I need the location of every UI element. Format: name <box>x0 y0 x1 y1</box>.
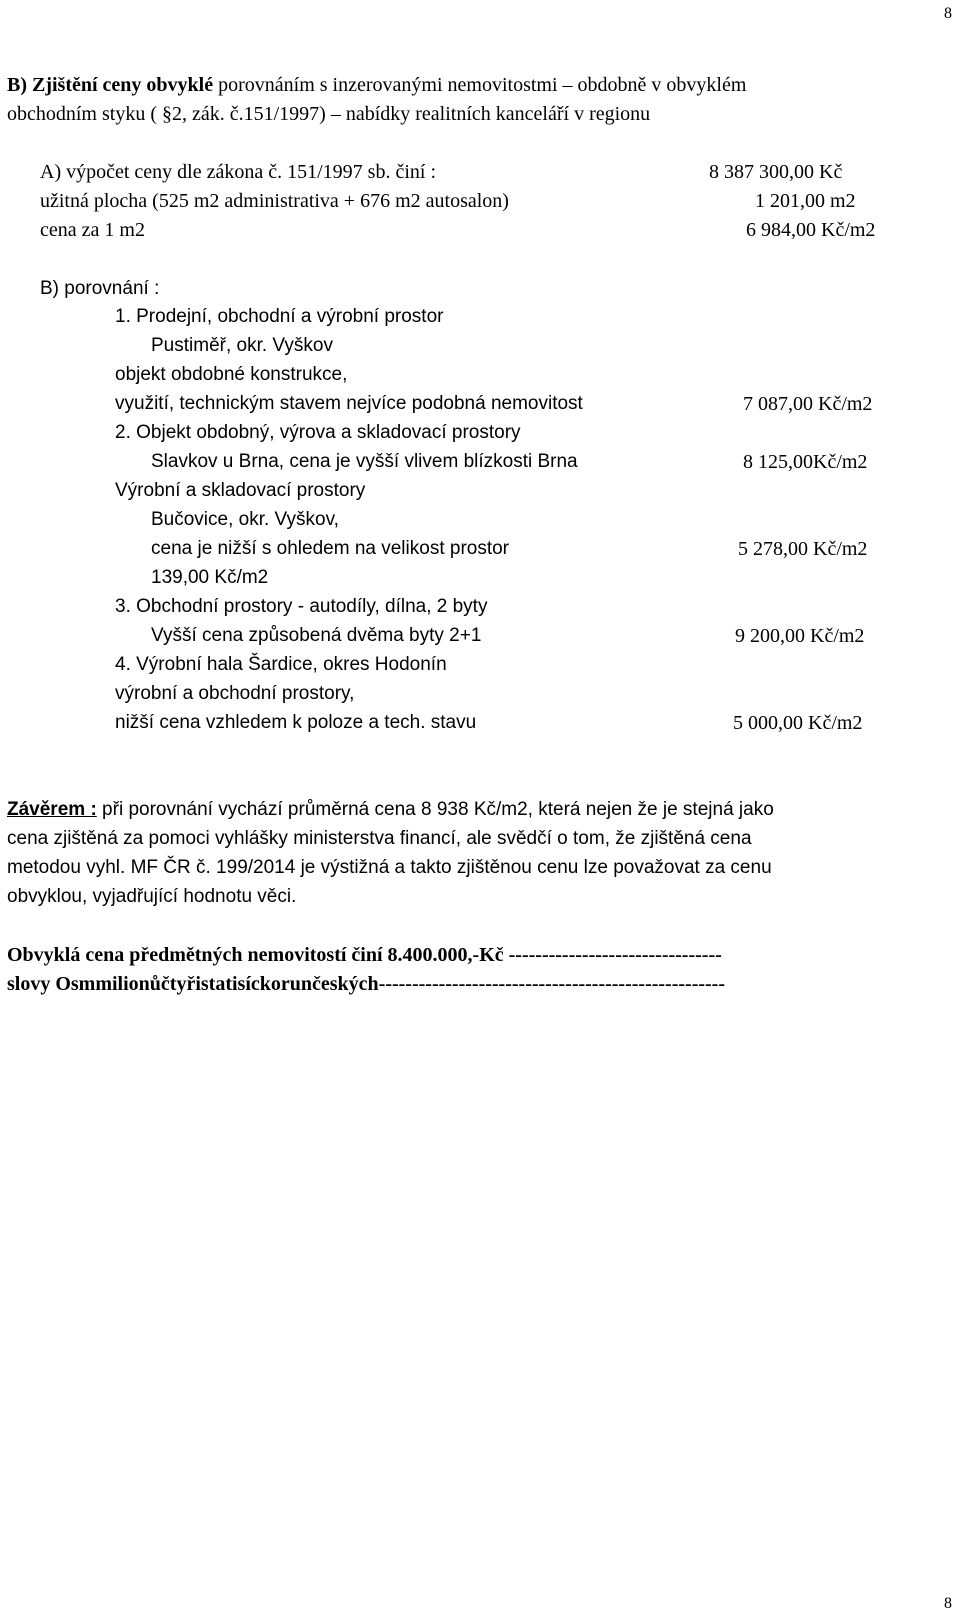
comparison-item3-desc: Vyšší cena způsobená dvěma byty 2+1 <box>151 625 482 646</box>
comparison-item4-desc2: nižší cena vzhledem k poloze a tech. stavu <box>115 712 477 733</box>
comparison-item2-desc: Slavkov u Brna, cena je vyšší vlivem blízkosti Brna <box>151 451 578 472</box>
comparison-item4-desc1: výrobní a obchodní prostory, <box>115 683 355 704</box>
comparison-item2b-desc: cena je nižší s ohledem na velikost prostor <box>151 538 510 559</box>
price-per-m2-label: cena za 1 m2 <box>40 219 145 241</box>
comparison-item2b-title: Výrobní a skladovací prostory <box>115 480 366 501</box>
section-b-header-line2: obchodním styku ( §2, zák. č.151/1997) – nabídky realitních kanceláří v regionu <box>7 103 651 125</box>
comparison-item1-title: 1. Prodejní, obchodní a výrobní prostor <box>115 306 444 327</box>
conclusion-line3: metodou vyhl. MF ČR č. 199/2014 je výstižná a takto zjištěnou cenu lze považovat za cenu <box>7 857 772 878</box>
section-b-title-rest: porovnáním s inzerovanými nemovitostmi – obdobně v obvyklém <box>213 74 747 96</box>
usable-area-value: 1 201,00 m2 <box>755 190 856 212</box>
comparison-item3-title: 3. Obchodní prostory - autodíly, dílna, 2 byty <box>115 596 488 617</box>
comparison-item1-desc2: využití, technickým stavem nejvíce podobná nemovitost <box>115 393 583 414</box>
comparison-heading: B) porovnání : <box>40 278 160 299</box>
page-number-bottom: 8 <box>944 1595 952 1612</box>
conclusion-label: Závěrem : <box>7 799 97 820</box>
comparison-item2-value: 8 125,00Kč/m2 <box>743 451 868 473</box>
conclusion-line2: cena zjištěná za pomoci vyhlášky ministerstva financí, ale svědčí o tom, že zjištěná cena <box>7 828 752 849</box>
comparison-item4-title: 4. Výrobní hala Šardice, okres Hodonín <box>115 654 447 675</box>
calc-a-label: A) výpočet ceny dle zákona č. 151/1997 sb. činí : <box>40 161 436 183</box>
section-b-title: B) Zjištění ceny obvyklé <box>7 74 214 96</box>
comparison-item1-location: Pustiměř, okr. Vyškov <box>151 335 333 356</box>
section-b-header-line1 <box>7 75 746 95</box>
comparison-item2b-location: Bučovice, okr. Vyškov, <box>151 509 339 530</box>
page-number-top: 8 <box>944 5 952 22</box>
conclusion-line4: obvyklou, vyjadřující hodnotu věci. <box>7 886 297 907</box>
comparison-item2-title: 2. Objekt obdobný, výrova a skladovací prostory <box>115 422 521 443</box>
comparison-item3-value: 9 200,00 Kč/m2 <box>735 625 865 647</box>
comparison-item2b-extra: 139,00 Kč/m2 <box>151 567 269 588</box>
usable-area-label: užitná plocha (525 m2 administrativa + 676 m2 autosalon) <box>40 190 509 212</box>
comparison-item1-desc1: objekt obdobné konstrukce, <box>115 364 348 385</box>
comparison-item1-value: 7 087,00 Kč/m2 <box>743 393 873 415</box>
comparison-item2b-value: 5 278,00 Kč/m2 <box>738 538 868 560</box>
final-price-words: slovy Osmmilionůčtyřistatisíckorunčeských---------------------------------------------------- <box>7 973 725 995</box>
price-per-m2-value: 6 984,00 Kč/m2 <box>746 219 876 241</box>
calc-a-value: 8 387 300,00 Kč <box>709 161 843 183</box>
conclusion-text1: při porovnání vychází průměrná cena 8 938 Kč/m2, která nejen že je stejná jako <box>96 799 774 820</box>
comparison-item4-value: 5 000,00 Kč/m2 <box>733 712 863 734</box>
final-price-line: Obvyklá cena předmětných nemovitostí činí 8.400.000,-Kč -------------------------------- <box>7 944 722 966</box>
conclusion-line1 <box>7 800 774 819</box>
